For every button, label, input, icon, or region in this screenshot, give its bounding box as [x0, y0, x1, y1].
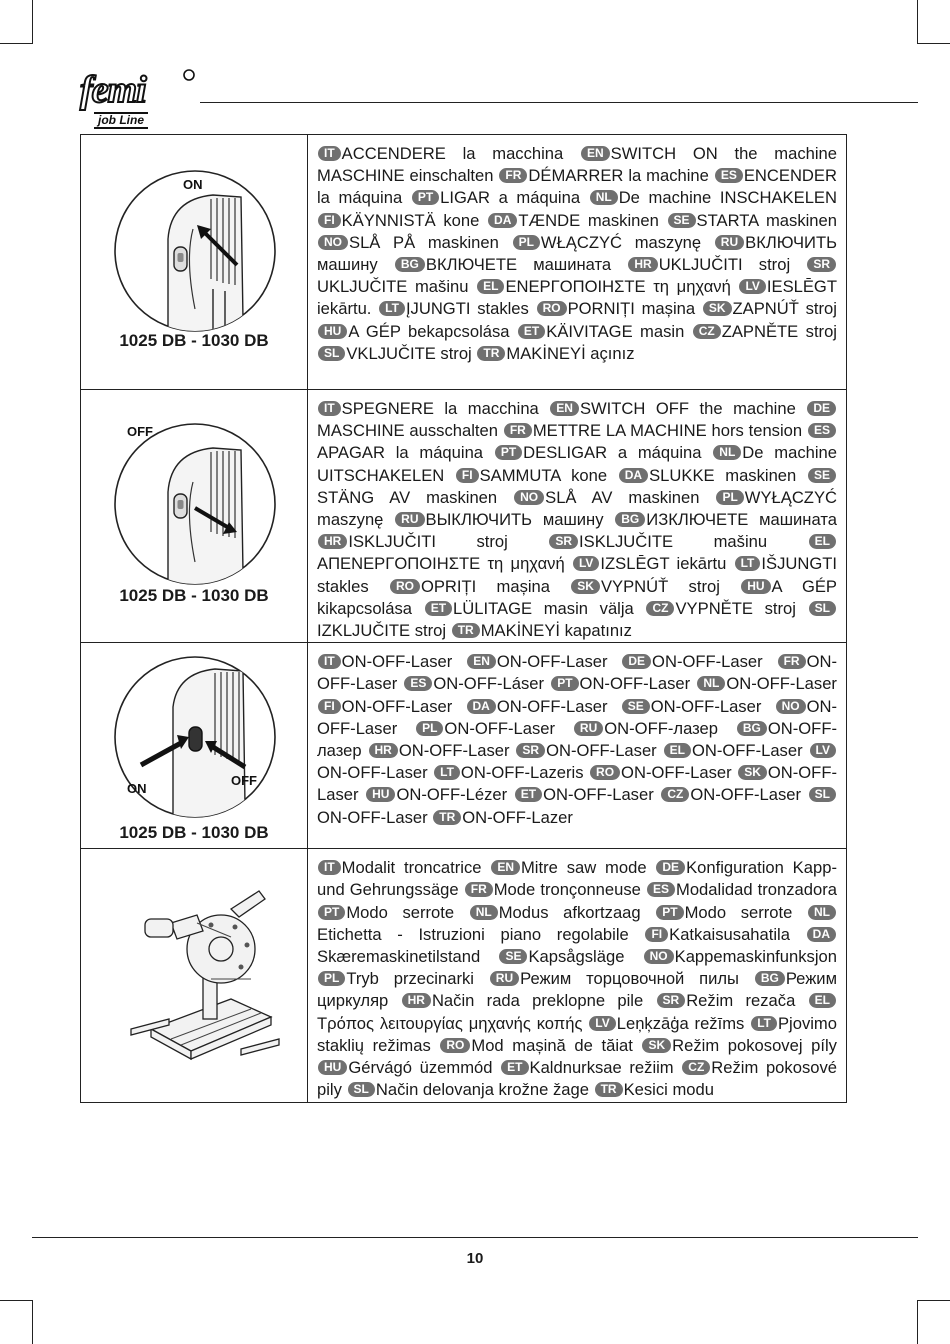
translation-text: Skæremaskinetilstand — [317, 947, 481, 967]
translation-text: ON-OFF-Laser — [398, 741, 510, 761]
language-badge: SR — [549, 534, 578, 549]
language-badge: SR — [657, 993, 686, 1008]
language-badge: TR — [477, 346, 505, 361]
language-badge: DA — [807, 927, 836, 942]
language-badge: PT — [656, 905, 683, 920]
language-badge: ES — [647, 882, 675, 897]
translation-text: SAMMUTA kone — [479, 465, 608, 485]
translation-text: LIGAR a máquina — [440, 188, 581, 208]
language-badge: SR — [807, 257, 836, 272]
language-badge: PT — [495, 445, 522, 460]
logo-subtitle: job Line — [94, 112, 148, 129]
translation-text: Modalit troncatrice — [341, 858, 482, 878]
translation-text: Gérvágó üzemmód — [348, 1058, 493, 1078]
illustration-cell — [81, 849, 308, 1103]
language-badge: DE — [622, 654, 651, 669]
language-badge: DA — [619, 468, 648, 483]
translation-text: IZSLĒGT iekārtu — [600, 554, 727, 574]
language-badge: FR — [504, 423, 532, 438]
off-label: OFF — [127, 424, 153, 439]
translation-text: Kappemaskinfunksjon — [674, 947, 837, 967]
translation-text: ON-OFF-Laser — [546, 741, 657, 761]
translation-text: IZKLJUČITE stroj — [317, 621, 447, 641]
text-cell — [308, 643, 847, 849]
translation-text: ON-OFF-Lézer — [396, 785, 508, 805]
translation-text: Modus afkortzaag — [498, 902, 641, 922]
model-label: 1025 DB - 1030 DB — [119, 331, 269, 350]
language-badge: SL — [809, 787, 836, 802]
language-badge: LT — [434, 765, 460, 780]
language-badge: NL — [470, 905, 498, 920]
translation-text: Režim pokosovej píly — [672, 1035, 837, 1055]
translation-text: MASCHINE ausschalten — [317, 421, 498, 441]
table-row — [81, 643, 847, 849]
translation-text: Režim pokosové pily — [317, 1058, 837, 1100]
language-badge: TR — [433, 810, 461, 825]
language-badge: NL — [713, 445, 741, 460]
translation-text: SLÅ PÅ maskinen — [349, 232, 499, 252]
translation-text: ON-OFF-Laser — [691, 741, 803, 761]
footer-rule — [32, 1237, 918, 1238]
translation-text: ON-OFF-Laser — [317, 763, 837, 805]
translation-text: OPRIȚI mașina — [420, 576, 551, 596]
brand-logo — [78, 68, 200, 130]
instruction-paragraph — [317, 857, 837, 1101]
language-badge: BG — [395, 257, 425, 272]
translation-text: Režim rezača — [686, 991, 796, 1011]
translation-text: ON-OFF-Laser — [496, 696, 608, 716]
language-badge: LT — [735, 556, 761, 571]
translation-text: Режим торцовочной пилы — [520, 969, 739, 989]
translation-text: ВКЛЮЧИТЬ машину — [317, 232, 837, 275]
language-badge: PT — [412, 190, 439, 205]
translation-text: Modo serrote — [346, 902, 455, 922]
translation-text: ON-OFF-Laser — [317, 652, 837, 694]
translation-text: Način delovanja krožne žage — [375, 1080, 589, 1100]
translation-text: ĮJUNGTI stakles — [405, 299, 529, 319]
language-badge: SK — [571, 579, 600, 594]
translation-text: ON-OFF-Lazer — [462, 807, 573, 827]
language-badge: DE — [656, 860, 685, 875]
language-badge: SE — [808, 468, 836, 483]
language-badge: HR — [369, 743, 398, 758]
translation-text: SWITCH ON the machine MASCHINE einschalten — [317, 144, 837, 186]
off-label: OFF — [231, 773, 257, 789]
translation-text: ON-OFF-лазер — [604, 718, 718, 738]
language-badge: EN — [491, 860, 520, 875]
language-badge: IT — [318, 860, 341, 875]
language-badge: FR — [465, 882, 493, 897]
translation-text: ON-OFF-Laser — [317, 763, 428, 783]
translation-text: ON-OFF-Laser — [690, 785, 801, 805]
translation-text: Konfiguration Kapp- und Gehrungssäge — [317, 858, 837, 900]
translation-text: VKLJUČITE stroj — [346, 343, 472, 363]
power-switch-on-illustration — [113, 169, 277, 333]
header-rule — [200, 102, 918, 103]
translation-text: VYPNĚTE stroj — [675, 598, 796, 618]
translation-text: METTRE LA MACHINE hors tension — [532, 421, 803, 441]
translation-text: ON-OFF-Laser — [496, 652, 608, 672]
translation-text: Leņķzāģa režīms — [616, 1013, 745, 1033]
translation-text: PORNIȚI mașina — [567, 299, 696, 319]
language-badge: LV — [810, 743, 836, 758]
instruction-table — [80, 134, 847, 1103]
translation-text: ΕΝΕΡΓΟΠΟΙΗΣΤΕ τη μηχανή — [505, 277, 731, 297]
language-badge: PL — [318, 971, 345, 986]
language-badge: EN — [581, 146, 610, 161]
language-badge: IT — [318, 146, 341, 161]
translation-text: Kapsågsläge — [528, 947, 625, 967]
translation-text: WŁĄCZYĆ maszynę — [540, 232, 702, 252]
translation-text: ENCENDER la máquina — [317, 166, 837, 208]
language-badge: SE — [668, 213, 696, 228]
translation-text: ON-OFF-Láser — [433, 674, 545, 694]
translation-text: ON-OFF-Laser — [543, 785, 654, 805]
language-badge: PL — [716, 490, 743, 505]
language-badge: HU — [318, 324, 347, 339]
power-switch-off-illustration — [113, 422, 277, 586]
illustration-cell — [81, 643, 308, 849]
language-badge: SL — [318, 346, 345, 361]
translation-text: Режим циркуляр — [317, 969, 837, 1011]
translation-text: Τρόπος λειτουργίας μηχανής κοπής — [317, 1013, 583, 1033]
translation-text: ON-OFF-Laser — [579, 674, 691, 694]
translation-text: ΑΠΕΝΕΡΓΟΠΟΙΗΣΤΕ τη μηχανή — [317, 554, 565, 574]
language-badge: SL — [348, 1082, 375, 1097]
translation-text: LÜLITAGE masin välja — [453, 598, 634, 618]
language-badge: ET — [501, 1060, 528, 1075]
text-cell — [308, 135, 847, 390]
language-badge: FI — [318, 699, 341, 714]
translation-text: Katkaisusahatila — [669, 924, 790, 944]
translation-text: Kaldnurksae režiim — [529, 1058, 674, 1078]
table-row — [81, 135, 847, 390]
text-cell — [308, 390, 847, 643]
language-badge: HU — [366, 787, 395, 802]
language-badge: CZ — [646, 601, 674, 616]
language-badge: PT — [551, 676, 578, 691]
language-badge: BG — [737, 721, 767, 736]
translation-text: UKLJUČITI stroj — [658, 255, 791, 275]
laser-switch-illustration — [111, 655, 277, 819]
language-badge: IT — [318, 401, 341, 416]
translation-text: ISKLJUČITI stroj — [348, 532, 508, 552]
translation-text: ON-OFF-Laser — [341, 696, 453, 716]
instruction-paragraph — [317, 651, 837, 829]
translation-text: Modalidad tronzadora — [676, 880, 837, 900]
translation-text: KÄIVITAGE masin — [546, 321, 685, 341]
translation-text: ON-OFF-Laser — [726, 674, 837, 694]
language-badge: EL — [664, 743, 691, 758]
illustration-cell — [81, 135, 308, 390]
translation-text: ON-OFF-Laser — [317, 696, 837, 738]
page-number: 10 — [466, 1250, 484, 1267]
language-badge: IT — [318, 654, 341, 669]
translation-text: A GÉP kikapcsolása — [317, 576, 837, 618]
language-badge: CZ — [693, 324, 721, 339]
language-badge: SK — [703, 301, 732, 316]
on-label: ON — [183, 177, 203, 192]
language-badge: NO — [318, 235, 348, 250]
crop-mark-bottom-left-h — [0, 1300, 33, 1301]
language-badge: HU — [318, 1060, 347, 1075]
language-badge: SE — [499, 949, 527, 964]
translation-text: De machine UITSCHAKELEN — [317, 443, 837, 485]
crop-mark-top-left-v — [32, 0, 33, 44]
language-badge: CZ — [682, 1060, 710, 1075]
translation-text: IŠJUNGTI stakles — [317, 554, 837, 596]
language-badge: FI — [456, 468, 479, 483]
language-badge: ES — [715, 168, 743, 183]
language-badge: RU — [490, 971, 519, 986]
language-badge: ES — [404, 676, 432, 691]
language-badge: TR — [595, 1082, 623, 1097]
language-badge: NO — [514, 490, 544, 505]
language-badge: ET — [518, 324, 545, 339]
translation-text: WYŁĄCZYĆ maszynę — [317, 487, 837, 530]
translation-text: VYPNÚŤ stroj — [600, 576, 720, 596]
translation-text: ВЫКЛЮЧИТЬ машину — [425, 510, 604, 530]
translation-text: Etichetta - Istruzioni piano regolabile — [317, 924, 629, 944]
language-badge: NL — [590, 190, 618, 205]
language-badge: HR — [628, 257, 657, 272]
translation-text: ON-OFF-Laser — [650, 696, 762, 716]
language-badge: DA — [488, 213, 517, 228]
translation-text: Kesici modu — [623, 1080, 714, 1100]
translation-text: ISKLJUČITE mašinu — [579, 532, 768, 552]
translation-text: SLUKKE maskinen — [649, 465, 797, 485]
translation-text: IESLĒGT iekārtu. — [317, 277, 837, 319]
translation-text: STÄNG AV maskinen — [317, 487, 498, 507]
crop-mark-top-right-h — [917, 43, 950, 44]
language-badge: NL — [697, 676, 725, 691]
language-badge: EN — [467, 654, 496, 669]
logo-circle-icon — [182, 68, 196, 82]
translation-text: ON-OFF-Laser — [444, 718, 556, 738]
translation-text: Način rada preklopne pile — [431, 991, 644, 1011]
language-badge: NO — [644, 949, 674, 964]
language-badge: CZ — [661, 787, 689, 802]
logo-wordmark: femi — [80, 69, 146, 111]
language-badge: ES — [808, 423, 836, 438]
language-badge: LV — [573, 556, 599, 571]
language-badge: ET — [425, 601, 452, 616]
language-badge: BG — [615, 512, 645, 527]
language-badge: NO — [776, 699, 806, 714]
translation-text: ON-OFF-Laser — [341, 652, 453, 672]
language-badge: PL — [513, 235, 540, 250]
language-badge: ET — [515, 787, 542, 802]
translation-text: KÄYNNISTÄ kone — [341, 210, 480, 230]
language-badge: PT — [318, 905, 345, 920]
illustration-cell — [81, 390, 308, 643]
translation-text: ON-OFF-лазер — [317, 718, 837, 761]
language-badge: LT — [379, 301, 405, 316]
translation-text: STARTA maskinen — [696, 210, 837, 230]
instruction-paragraph — [317, 143, 837, 365]
language-badge: SE — [622, 699, 650, 714]
translation-text: Mode tronçonneuse — [493, 880, 641, 900]
language-badge: EL — [809, 993, 836, 1008]
language-badge: HR — [318, 534, 347, 549]
language-badge: FR — [499, 168, 527, 183]
language-badge: SK — [642, 1038, 671, 1053]
language-badge: DA — [467, 699, 496, 714]
translation-text: ON-OFF-Laser — [652, 652, 763, 672]
translation-text: De machine INSCHAKELEN — [618, 188, 837, 208]
translation-text: ZAPNĚTE stroj — [721, 321, 837, 341]
translation-text: Mod mașină de tăiat — [471, 1035, 633, 1055]
language-badge: SL — [809, 601, 836, 616]
language-badge: RO — [537, 301, 567, 316]
language-badge: LV — [739, 279, 765, 294]
translation-text: ON-OFF-Laser — [317, 807, 428, 827]
crop-mark-top-right-v — [917, 0, 918, 44]
translation-text: ВКЛЮЧЕТЕ машината — [425, 255, 612, 275]
model-label: 1025 DB - 1030 DB — [119, 823, 269, 843]
model-label: 1025 DB - 1030 DB — [119, 586, 269, 605]
crop-mark-bottom-right-h — [917, 1300, 950, 1301]
language-badge: SR — [516, 743, 545, 758]
language-badge: RO — [390, 579, 420, 594]
language-badge: DE — [807, 401, 836, 416]
language-badge: EN — [550, 401, 579, 416]
language-badge: HR — [402, 993, 431, 1008]
translation-text: SPEGNERE la macchina — [341, 399, 539, 418]
translation-text: APAGAR la máquina — [317, 443, 484, 463]
language-badge: RO — [440, 1038, 470, 1053]
language-badge: EL — [477, 279, 504, 294]
instruction-paragraph — [317, 398, 837, 642]
language-badge: RU — [574, 721, 603, 736]
table-row — [81, 849, 847, 1103]
language-badge: NL — [808, 905, 836, 920]
language-badge: RO — [590, 765, 620, 780]
translation-text: Pjovimo staklių režimas — [317, 1013, 837, 1055]
language-badge: LV — [589, 1016, 615, 1031]
translation-text: SWITCH OFF the machine — [579, 399, 796, 418]
text-cell — [308, 849, 847, 1103]
language-badge: FI — [645, 927, 668, 942]
translation-text: Modo serrote — [684, 902, 793, 922]
translation-text: ON-OFF-Lazeris — [460, 763, 584, 783]
language-badge: RU — [715, 235, 744, 250]
language-badge: BG — [755, 971, 785, 986]
language-badge: FI — [318, 213, 341, 228]
language-badge: HU — [741, 579, 770, 594]
translation-text: SLÅ AV maskinen — [545, 487, 700, 507]
language-badge: EL — [809, 534, 836, 549]
crop-mark-top-left-h — [0, 43, 33, 44]
crop-mark-bottom-right-v — [917, 1300, 918, 1344]
translation-text: ZAPNÚŤ stroj — [732, 299, 837, 319]
language-badge: SK — [738, 765, 767, 780]
translation-text: ACCENDERE la macchina — [341, 144, 564, 163]
translation-text: MAKİNEYİ açınız — [506, 343, 635, 363]
translation-text: Mitre saw mode — [520, 858, 647, 878]
language-badge: PL — [416, 721, 443, 736]
translation-text: UKLJUČITE mašinu — [317, 277, 469, 297]
mitre-saw-illustration — [111, 879, 281, 1079]
translation-text: TÆNDE maskinen — [518, 210, 659, 230]
translation-text: ON-OFF-Laser — [621, 763, 732, 783]
language-badge: RU — [395, 512, 424, 527]
language-badge: TR — [452, 623, 480, 638]
translation-text: DÉMARRER la machine — [528, 166, 709, 186]
translation-text: Tryb przecinarki — [346, 969, 474, 989]
translation-text: MAKİNEYİ kapatınız — [480, 621, 632, 641]
language-badge: FR — [778, 654, 806, 669]
translation-text: ИЗКЛЮЧЕТЕ машината — [646, 510, 837, 530]
on-label: ON — [127, 781, 147, 797]
translation-text: DESLIGAR a máquina — [523, 443, 702, 463]
table-row — [81, 390, 847, 643]
language-badge: LT — [751, 1016, 777, 1031]
crop-mark-bottom-left-v — [32, 1300, 33, 1344]
translation-text: A GÉP bekapcsolása — [348, 321, 510, 341]
